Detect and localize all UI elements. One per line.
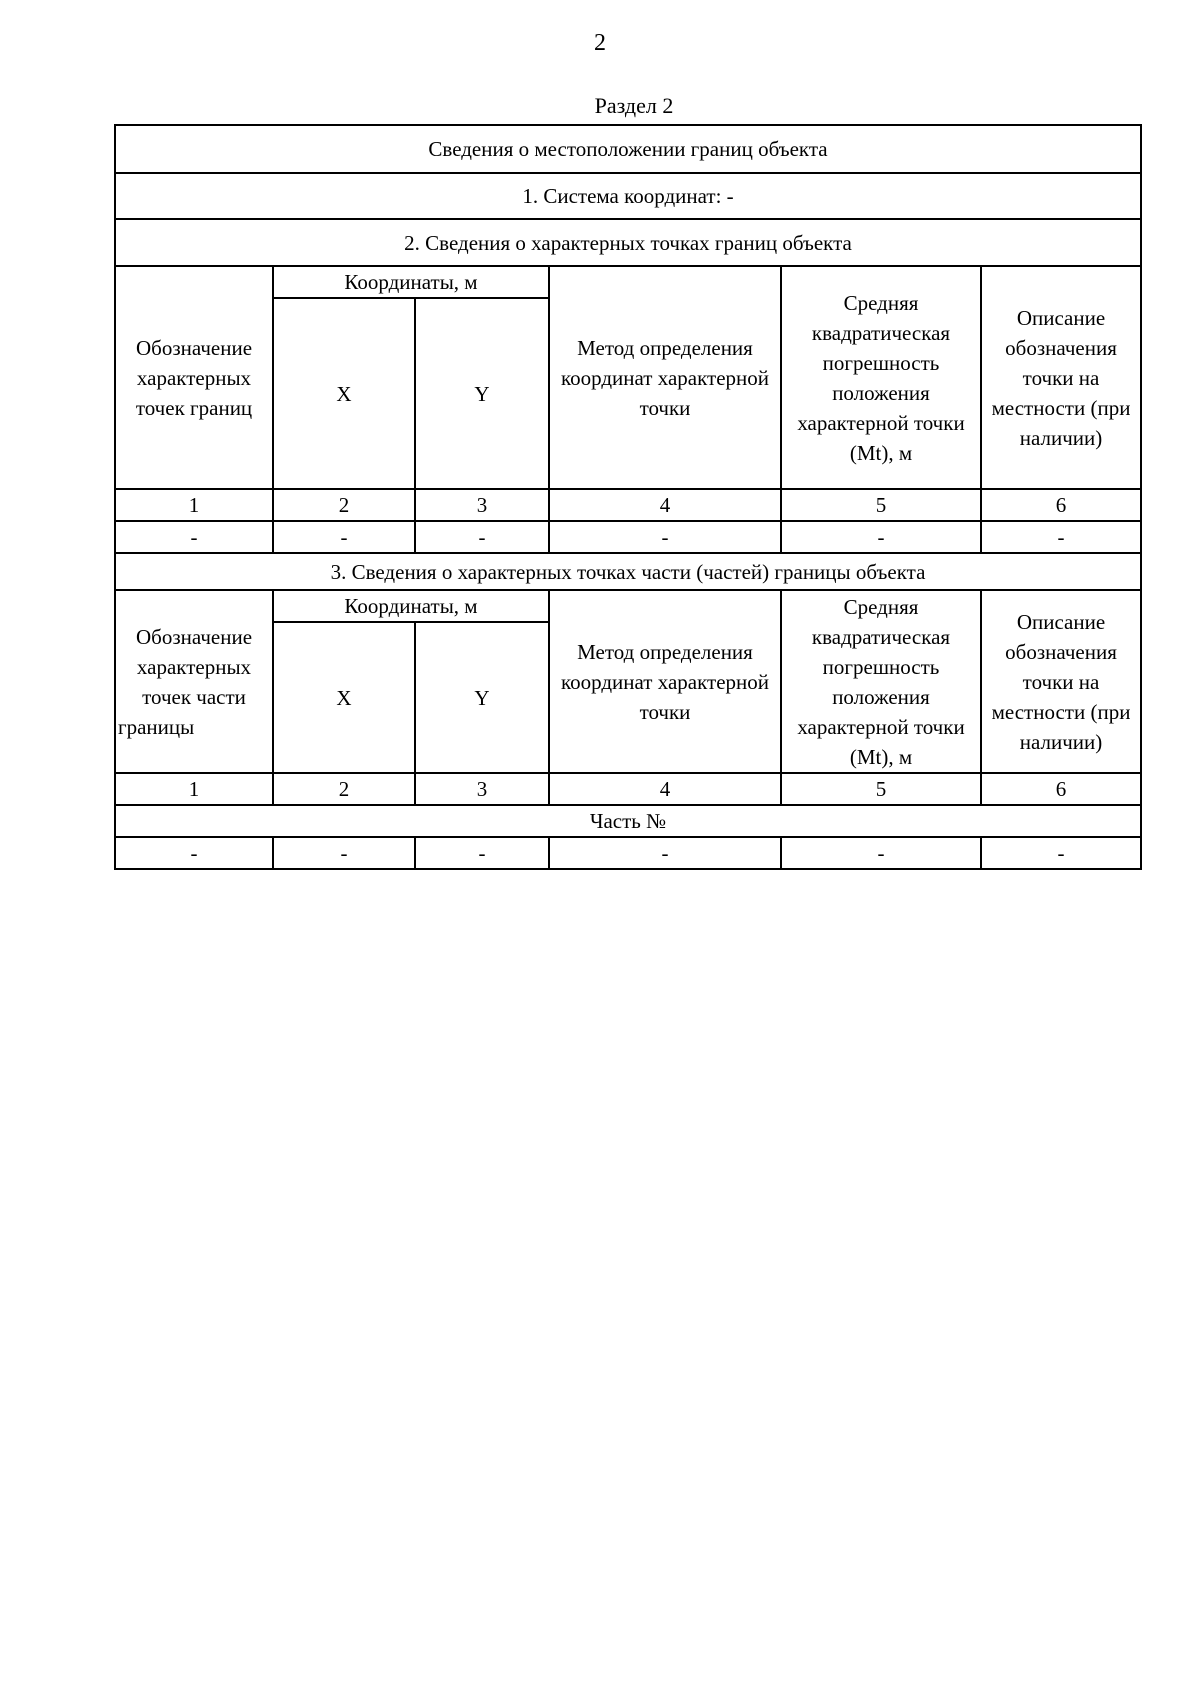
block3-header-y: Y (415, 622, 549, 773)
table-cell: - (549, 837, 781, 869)
block3-header-designation: Обозначение характерных точек части границы (115, 590, 273, 773)
block2-data-row (115, 521, 1141, 553)
block2-number: 1 (115, 489, 273, 521)
block3-header-error: Средняя квадратическая погрешность положения характерной точки (Mt), м (781, 590, 981, 773)
block3-part-label: Часть № (115, 805, 1141, 837)
block2-header-x: X (273, 298, 415, 489)
boundary-table (114, 124, 1142, 870)
block3-number: 3 (415, 773, 549, 805)
table-cell: - (781, 837, 981, 869)
block2-number: 5 (781, 489, 981, 521)
section-title: Раздел 2 (594, 93, 674, 118)
block2-number: 4 (549, 489, 781, 521)
block2-number: 3 (415, 489, 549, 521)
table-cell: - (115, 837, 273, 869)
table-cell: - (273, 521, 415, 553)
block2-number: 6 (981, 489, 1141, 521)
block2-number-row (115, 489, 1141, 521)
table-cell: - (981, 837, 1141, 869)
block2-header-method: Метод определения координат характерной точки (549, 266, 781, 489)
table-cell: - (981, 521, 1141, 553)
table-cell: - (781, 521, 981, 553)
block3-number: 1 (115, 773, 273, 805)
block3-number: 4 (549, 773, 781, 805)
block2-header-y: Y (415, 298, 549, 489)
block3-number: 6 (981, 773, 1141, 805)
block3-number: 5 (781, 773, 981, 805)
page-number: 2 (594, 30, 606, 56)
table-cell: - (415, 521, 549, 553)
coordinate-system: 1. Система координат: - (115, 173, 1141, 219)
block3-header-description: Описание обозначения точки на местности (при наличии) (981, 590, 1141, 773)
table-cell: - (273, 837, 415, 869)
table-cell: - (115, 521, 273, 553)
table-cell: - (549, 521, 781, 553)
block3-header-coords: Координаты, м (273, 590, 549, 622)
table-title: Сведения о местоположении границ объекта (115, 125, 1141, 173)
block3-data-row (115, 837, 1141, 869)
block3-header-method: Метод определения координат характерной точки (549, 590, 781, 773)
block3-number: 2 (273, 773, 415, 805)
block2-header-coords: Координаты, м (273, 266, 549, 298)
block3-number-row (115, 773, 1141, 805)
block2-title: 2. Сведения о характерных точках границ объекта (115, 219, 1141, 266)
table-cell: - (415, 837, 549, 869)
block3-title: 3. Сведения о характерных точках части (частей) границы объекта (115, 553, 1141, 590)
block2-header-designation: Обозначение характерных точек границ (115, 266, 273, 489)
block2-number: 2 (273, 489, 415, 521)
block2-header-error: Средняя квадратическая погрешность положения характерной точки (Mt), м (781, 266, 981, 489)
block3-header-x: X (273, 622, 415, 773)
block2-header-description: Описание обозначения точки на местности (при наличии) (981, 266, 1141, 489)
